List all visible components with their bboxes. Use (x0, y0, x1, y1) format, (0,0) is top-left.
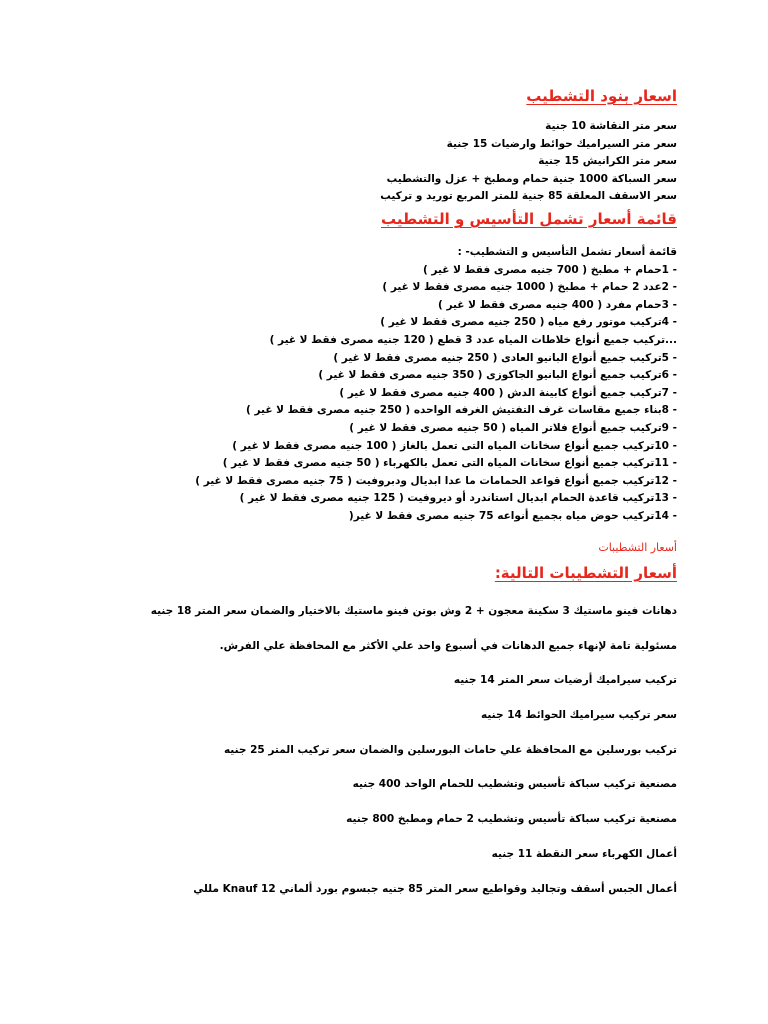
section-finishing-prices-label (77, 541, 677, 554)
list-item: - 8بناء جميع مقاسات غرف التفتيش الغرفه الواحده ( 250 جنيه مصرى فقط لا غير ) (246, 404, 677, 417)
list-item: سعر متر السيراميك حوائط وارضيات 15 جنية (446, 137, 677, 150)
list-item: - 10تركيب جميع أنواع سخانات المياه التى تعمل بالغاز ( 100 جنيه مصرى فقط لا غير ) (232, 439, 677, 452)
list-item: - 7تركيب جميع أنواع كابينة الدش ( 400 جنيه مصرى فقط لا غير ) (339, 386, 677, 399)
paragraph: مصنعية تركيب سباكة تأسيس وتشطيب للحمام الواحد 400 جنيه (352, 778, 677, 791)
list-item: - 11تركيب جميع أنواع سخانات المياه التى تعمل بالكهرباء ( 50 جنيه مصرى فقط لا غير ) (222, 457, 677, 470)
section-following-finishes (77, 564, 677, 582)
list-item: - 9تركيب جميع أنواع فلاتر المياه ( 50 جنيه مصرى فقط لا غير ) (349, 421, 677, 434)
section-finishing-items (77, 87, 677, 105)
paragraph: دهانات فينو ماستيك 3 سكينة معجون + 2 وش بوتن فينو ماستيك بالاختيار والضمان سعر المتر 18 جنيه (150, 605, 677, 617)
list-item: - 13تركيب قاعدة الحمام ابديال استاندرد أو ديروفيت ( 125 جنيه مصرى فقط لا غير ) (239, 492, 677, 505)
list-item: سعر الاسقف المعلقة 85 جنية للمتر المربع توريد و تركيب (380, 190, 677, 203)
finishes-paragraphs (77, 601, 677, 913)
list-item: - 1حمام + مطبخ ( 700 جنيه مصرى فقط لا غير ) (422, 263, 677, 276)
price-list-basic (77, 118, 677, 206)
paragraph: تركيب سيراميك أرضيات سعر المتر 14 جنيه (453, 674, 677, 687)
list-item: - 4تركيب موتور رفع مياه ( 250 جنيه مصرى فقط لا غير ) (380, 316, 677, 329)
list-intro: قائمة أسعار تشمل التأسيس و التشطيب- : (457, 246, 677, 258)
section-heading: اسعار بنود التشطيب (526, 87, 677, 105)
subsection-label: أسعار التشطيبات (598, 541, 677, 554)
paragraph: مسئولية تامة لإنهاء جميع الدهانات في أسبوع واحد علي الأكثر مع المحافظة علي الفرش. (219, 639, 677, 652)
list-item: - 6تركيب جميع أنواع البانيو الجاكوزى ( 350 جنيه مصرى فقط لا غير ) (318, 369, 677, 382)
section-heading: أسعار التشطيبات التالية: (494, 564, 677, 582)
paragraph: سعر تركيب سيراميك الحوائط 14 جنيه (481, 709, 677, 722)
list-item: - 14تركيب حوض مياه بجميع أنواعه 75 جنيه مصرى فقط لا غير( (348, 509, 677, 522)
list-item: سعر متر الكرانيش 15 جنية (538, 155, 677, 168)
list-item: سعر متر النقاشة 10 جنية (545, 120, 677, 132)
section-foundation-finishing (77, 210, 677, 228)
paragraph: أعمال الجبس أسقف وتجاليد وقواطيع سعر المتر 85 جنيه جبسوم بورد ألماني Knauf 12 مللي (193, 882, 677, 895)
section-heading: قائمة أسعار تشمل التأسيس و التشطيب (380, 210, 677, 228)
paragraph: تركيب بورسلين مع المحافظة علي حامات البورسلين والضمان سعر تركيب المتر 25 جنيه (223, 743, 677, 756)
list-item: - 3حمام مفرد ( 400 جنيه مصرى فقط لا غير ) (438, 298, 677, 311)
paragraph: مصنعية تركيب سباكة تأسيس وتشطيب 2 حمام ومطبخ 800 جنيه (346, 813, 677, 826)
list-item: - 5تركيب جميع أنواع البانيو العادى ( 250 جنيه مصرى فقط لا غير ) (333, 351, 677, 364)
list-item: - 12تركيب جميع أنواع قواعد الحمامات ما عدا ابديال ودبروفيت ( 75 جنيه مصرى فقط لا غير ) (195, 474, 677, 487)
list-item: ...تركيب جميع أنواع خلاطات المياه عدد 3 قطع ( 120 جنيه مصرى فقط لا غير ) (269, 333, 677, 346)
list-item: سعر السباكة 1000 جنية حمام ومطبخ + عزل والتشطيب (386, 172, 677, 185)
list-item: - 2عدد 2 حمام + مطبخ ( 1000 جنيه مصرى فقط لا غير ) (382, 281, 677, 294)
paragraph: أعمال الكهرباء سعر النقطة 11 جنيه (491, 847, 677, 860)
price-list-detailed (77, 244, 677, 526)
